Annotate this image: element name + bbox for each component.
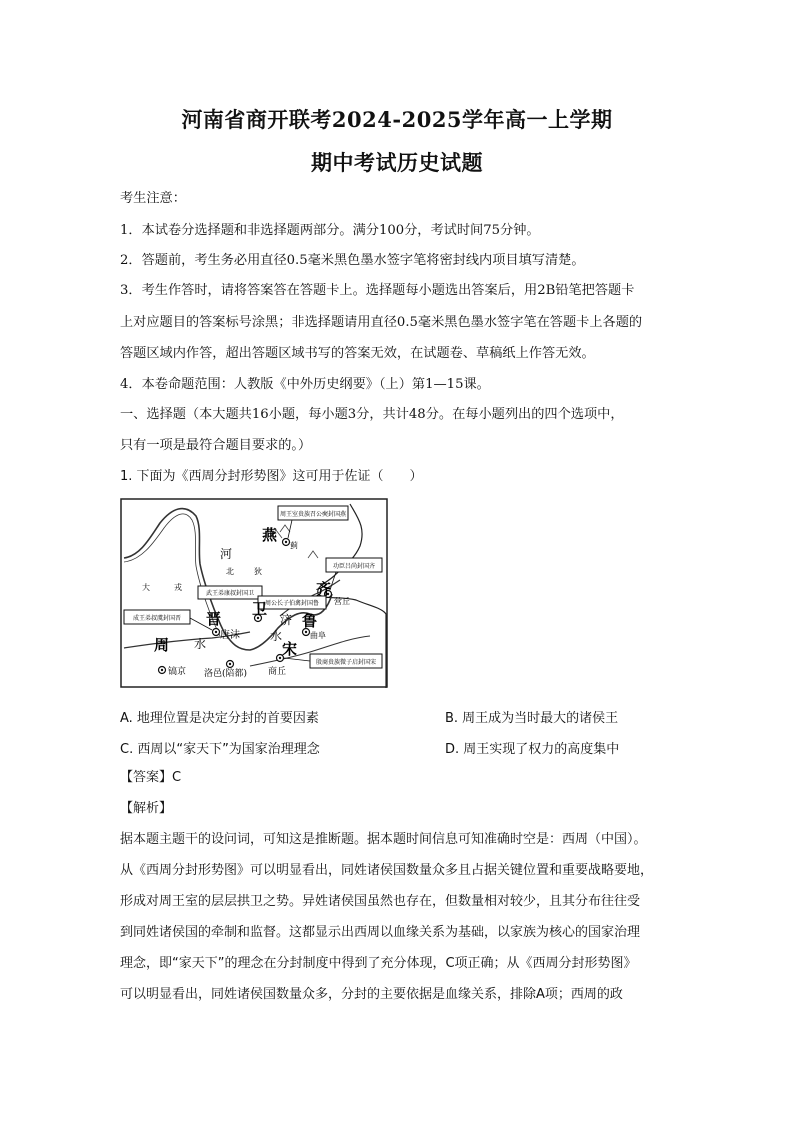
map-label-yingqiu: 营丘 xyxy=(334,597,350,606)
map-box-lu: 周公长子伯禽封国鲁 xyxy=(264,600,320,607)
map-box-qi: 功臣吕尚封国齐 xyxy=(332,563,376,570)
option-d: D. 周王实现了权力的高度集中 xyxy=(445,742,620,757)
map-label-bei: 北 xyxy=(226,567,234,576)
notice-item: 答题区域内作答，超出答题区域书写的答案无效，在试题卷、草稿纸上作答无效。 xyxy=(120,346,595,361)
option-a: A. 地理位置是决定分封的首要因素 xyxy=(120,711,319,726)
map-box-wei: 武王弟康叔封国卫 xyxy=(205,590,255,597)
notice-item: 4．本卷命题范围：人教版《中外历史纲要》（上）第1—15课。 xyxy=(120,377,490,392)
notice-item: 1．本试卷分选择题和非选择题两部分。满分100分，考试时间75分钟。 xyxy=(120,223,540,238)
analysis-label: 【解析】 xyxy=(120,801,173,816)
map-label-ji: 蓟 xyxy=(290,541,298,550)
map-label-jin: 晋 xyxy=(206,610,222,628)
analysis-text: 到同姓诸侯国的牵制和监督。这都显示出西周以血缘关系为基础，以家族为核心的国家治理 xyxy=(120,925,641,940)
notice-item: 上对应题目的答案标号涂黑；非选择题请用直径0.5毫米黑色墨水签字笔在答题卡上各题的 xyxy=(120,315,643,330)
map-label-qufu: 曲阜 xyxy=(310,631,326,640)
option-c: C. 西周以“家天下”为国家治理理念 xyxy=(120,742,320,757)
exam-title-line1: 河南省商开联考2024-2025学年高一上学期 xyxy=(181,107,613,132)
western-zhou-map xyxy=(120,498,388,688)
map-label-song: 宋 xyxy=(282,640,298,658)
map-label-lu: 鲁 xyxy=(302,612,318,630)
analysis-text: 形成对周王室的层层拱卫之势。异姓诸侯国虽然也存在，但数量相对较少，且其分布往往受 xyxy=(120,894,641,909)
notice-item: 2．答题前，考生务必用直径0.5毫米黑色墨水签字笔将密封线内项目填写清楚。 xyxy=(120,253,585,268)
map-label-haojing: 镐京 xyxy=(168,667,187,677)
map-label-zhou: 周 xyxy=(154,636,170,654)
map-label-rong: 戎 xyxy=(174,583,182,592)
analysis-text: 理念，即“家天下”的理念在分封制度中得到了充分体现，C项正确；从《西周分封形势图》 xyxy=(120,956,637,971)
answer-line: 【答案】C xyxy=(120,770,182,785)
map-label-qi: 齐 xyxy=(316,580,332,598)
map-label-shui: 水 xyxy=(270,629,283,643)
map-box-jin: 成王弟叔虞封国晋 xyxy=(132,615,182,622)
analysis-text: 可以明显看出，同姓诸侯国数量众多，分封的主要依据是血缘关系，排除A项；西周的政 xyxy=(120,987,623,1002)
question-stem: 1. 下面为《西周分封形势图》这可用于佐证（ ） xyxy=(120,469,423,484)
map-label-luoyi: 洛邑(陪都) xyxy=(204,669,248,679)
exam-title-line2: 期中考试历史试题 xyxy=(311,150,483,175)
map-label-zhen: 狄 xyxy=(254,567,262,576)
map-label-shui2: 水 xyxy=(194,637,207,651)
section-heading: 一、选择题（本大题共16小题，每小题3分，共计48分。在每小题列出的四个选项中， xyxy=(120,407,624,422)
section-heading-cont: 只有一项是最符合题目要求的。） xyxy=(120,438,312,453)
map-label-he: 河 xyxy=(220,547,233,561)
notice-heading: 考生注意： xyxy=(120,191,186,206)
map-label-tangmu: 唐沫 xyxy=(220,630,240,641)
map-label-wei: 卫 xyxy=(252,600,268,618)
notice-item: 3．考生作答时，请将答案答在答题卡上。选择题每小题选出答案后，用2B铅笔把答题卡 xyxy=(120,283,635,298)
map-box-yan: 周王室贵族召公奭封国燕 xyxy=(279,511,347,518)
map-box-song: 殷商贵族微子启封国宋 xyxy=(315,659,377,666)
analysis-text: 从《西周分封形势图》可以明显看出，同姓诸侯国数量众多且占据关键位置和重要战略要地， xyxy=(120,863,654,878)
map-label-da: 大 xyxy=(142,583,150,592)
map-label-shangqiu: 商丘 xyxy=(268,667,287,677)
map-label-ji2: 济 xyxy=(280,613,293,627)
option-b: B. 周王成为当时最大的诸侯王 xyxy=(445,711,619,726)
map-label-yan: 燕 xyxy=(262,526,278,544)
analysis-text: 据本题主题干的设问词，可知这是推断题。据本题时间信息可知准确时空是：西周（中国）。 xyxy=(120,832,647,847)
